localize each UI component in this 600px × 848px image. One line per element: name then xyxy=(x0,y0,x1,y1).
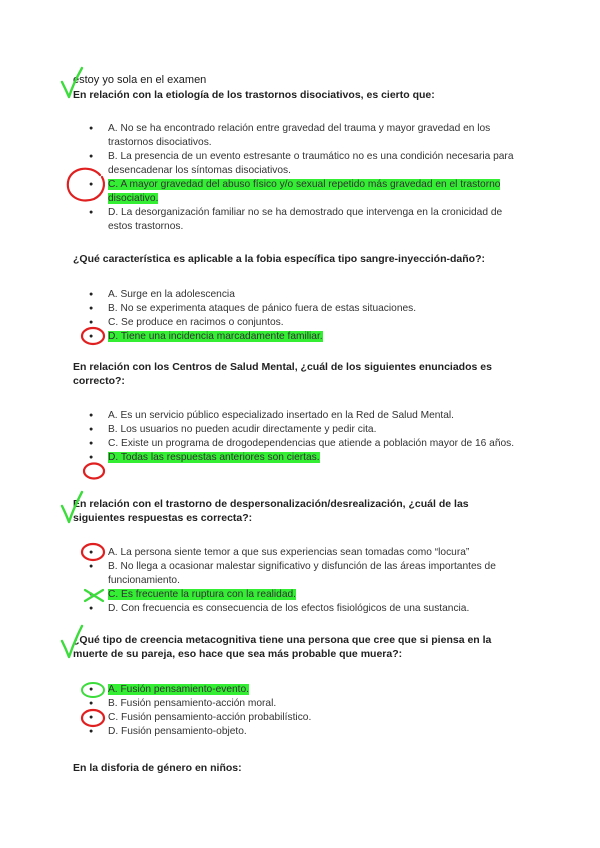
question-1-option-c xyxy=(88,178,528,206)
question-6: En la disforia de género en niños: xyxy=(73,762,242,774)
question-3-option-d xyxy=(88,451,528,465)
red-circle-mark-icon xyxy=(84,464,104,479)
question-4: En relación con el trastorno de despersonalización/desrealización, ¿cuál de las siguientes respuestas es correcta?: xyxy=(73,498,469,524)
question-4-option-a: ● A. La persona siente temor a que sus experiencias sean tomadas como “locura” xyxy=(88,546,528,560)
question-3-options xyxy=(88,409,528,465)
question-2-options xyxy=(88,288,528,344)
question-5-option-a xyxy=(88,683,528,697)
question-5: ¿Qué tipo de creencia metacognitiva tiene una persona que cree que si piensa en la muerte de su pareja, eso hace que sea más probable que muera?: xyxy=(73,634,492,660)
question-3-option-b: ● B. Los usuarios no pueden acudir directamente y pedir cita. xyxy=(88,423,528,437)
question-4-option-c xyxy=(88,588,528,602)
question-2-option-d xyxy=(88,330,528,344)
highlighted-answer: C. A mayor gravedad del abuso físico y/o sexual repetido más gravedad en el trastorno disociativo. xyxy=(108,179,501,204)
question-5-option-d: ● D. Fusión pensamiento-objeto. xyxy=(88,725,528,739)
question-2: ¿Qué característica es aplicable a la fobia específica tipo sangre-inyección-daño?: xyxy=(73,253,485,265)
question-5-option-c: ● C. Fusión pensamiento-acción probabilístico. xyxy=(88,711,528,725)
question-3-option-c: ● C. Existe un programa de drogodependencias que atiende a población mayor de 16 años. xyxy=(88,437,528,451)
question-1-option-d: ● D. La desorganización familiar no se ha demostrado que intervenga en la cronicidad de estos trastornos. xyxy=(88,206,528,234)
question-3-option-a: ● A. Es un servicio público especializado insertado en la Red de Salud Mental. xyxy=(88,409,528,423)
question-2-option-b: ● B. No se experimenta ataques de pánico fuera de estas situaciones. xyxy=(88,302,528,316)
question-2-option-a: ● A. Surge en la adolescencia xyxy=(88,288,528,302)
question-4-options xyxy=(88,546,528,616)
question-2-option-c: ● C. Se produce en racimos o conjuntos. xyxy=(88,316,528,330)
question-1-options xyxy=(88,122,528,234)
handwritten-note: estoy yo sola en el examen xyxy=(73,74,207,86)
question-3: En relación con los Centros de Salud Mental, ¿cuál de los siguientes enunciados es correcto?: xyxy=(73,361,492,387)
highlighted-answer: C. Es frecuente la ruptura con la realidad. xyxy=(108,589,297,600)
question-4-option-b: ● B. No llega a ocasionar malestar significativo y disfunción de las áreas importantes de funcionamiento. xyxy=(88,560,528,588)
question-5-options xyxy=(88,683,528,739)
question-5-option-b: ● B. Fusión pensamiento-acción moral. xyxy=(88,697,528,711)
question-1-option-b: ● B. La presencia de un evento estresante o traumático no es una condición necesaria para desencadenar los síntomas disociativos. xyxy=(88,150,528,178)
question-1: En relación con la etiología de los trastornos disociativos, es cierto que: xyxy=(73,89,435,101)
question-1-option-a: ● A. No se ha encontrado relación entre gravedad del trauma y mayor gravedad en los trastornos disociativos. xyxy=(88,122,528,150)
highlighted-answer: D. Todas las respuestas anteriores son ciertas. xyxy=(108,452,320,463)
highlighted-answer: A. Fusión pensamiento-evento. xyxy=(108,684,250,695)
question-4-option-d: ● D. Con frecuencia es consecuencia de los efectos fisiológicos de una sustancia. xyxy=(88,602,528,616)
highlighted-answer: D. Tiene una incidencia marcadamente familiar. xyxy=(108,331,323,342)
